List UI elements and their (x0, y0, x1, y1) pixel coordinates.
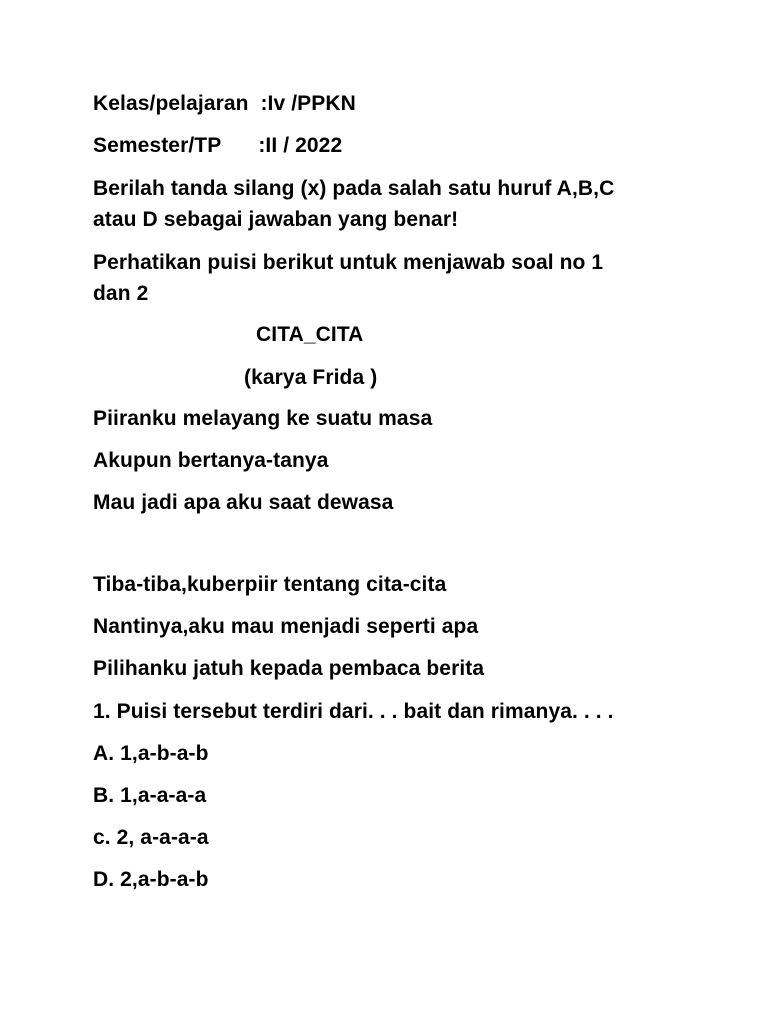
instruction-line-1: Berilah tanda silang (x) pada salah satu huruf A,B,C (93, 177, 615, 200)
poem-stanza2-line-1: Tiba-tiba,kuberpiir tentang cita-cita (93, 573, 447, 596)
kelas-value: :Iv /PPKN (260, 92, 356, 115)
kelas-line (93, 89, 356, 119)
poem-stanza1-line-1: Piiranku melayang ke suatu masa (93, 407, 433, 430)
poem-stanza2-line-2: Nantinya,aku mau menjadi seperti apa (93, 615, 479, 638)
instruction-line-2: atau D sebagai jawaban yang benar! (93, 208, 459, 231)
option-c[interactable]: c. 2, a-a-a-a (93, 826, 209, 849)
option-a[interactable]: A. 1,a-b-a-b (93, 742, 209, 765)
question-1-text: 1. Puisi tersebut terdiri dari. . . bait dan rimanya. . . . (93, 700, 614, 723)
option-d[interactable]: D. 2,a-b-a-b (93, 868, 209, 891)
poem-stanza2-line-3: Pilihanku jatuh kepada pembaca berita (93, 657, 485, 680)
semester-value: :II / 2022 (258, 134, 343, 157)
poem-author: (karya Frida ) (244, 366, 378, 389)
poem-stanza1-line-2: Akupun bertanya-tanya (93, 449, 329, 472)
instruction-line-3: Perhatikan puisi berikut untuk menjawab soal no 1 (93, 251, 604, 274)
option-b[interactable]: B. 1,a-a-a-a (93, 784, 207, 807)
semester-label: Semester/TP (93, 134, 222, 157)
semester-line (93, 131, 342, 161)
poem-title: CITA_CITA (256, 323, 364, 346)
poem-stanza1-line-3: Mau jadi apa aku saat dewasa (93, 491, 394, 514)
kelas-label: Kelas/pelajaran (93, 92, 249, 115)
instruction-line-4: dan 2 (93, 282, 149, 305)
